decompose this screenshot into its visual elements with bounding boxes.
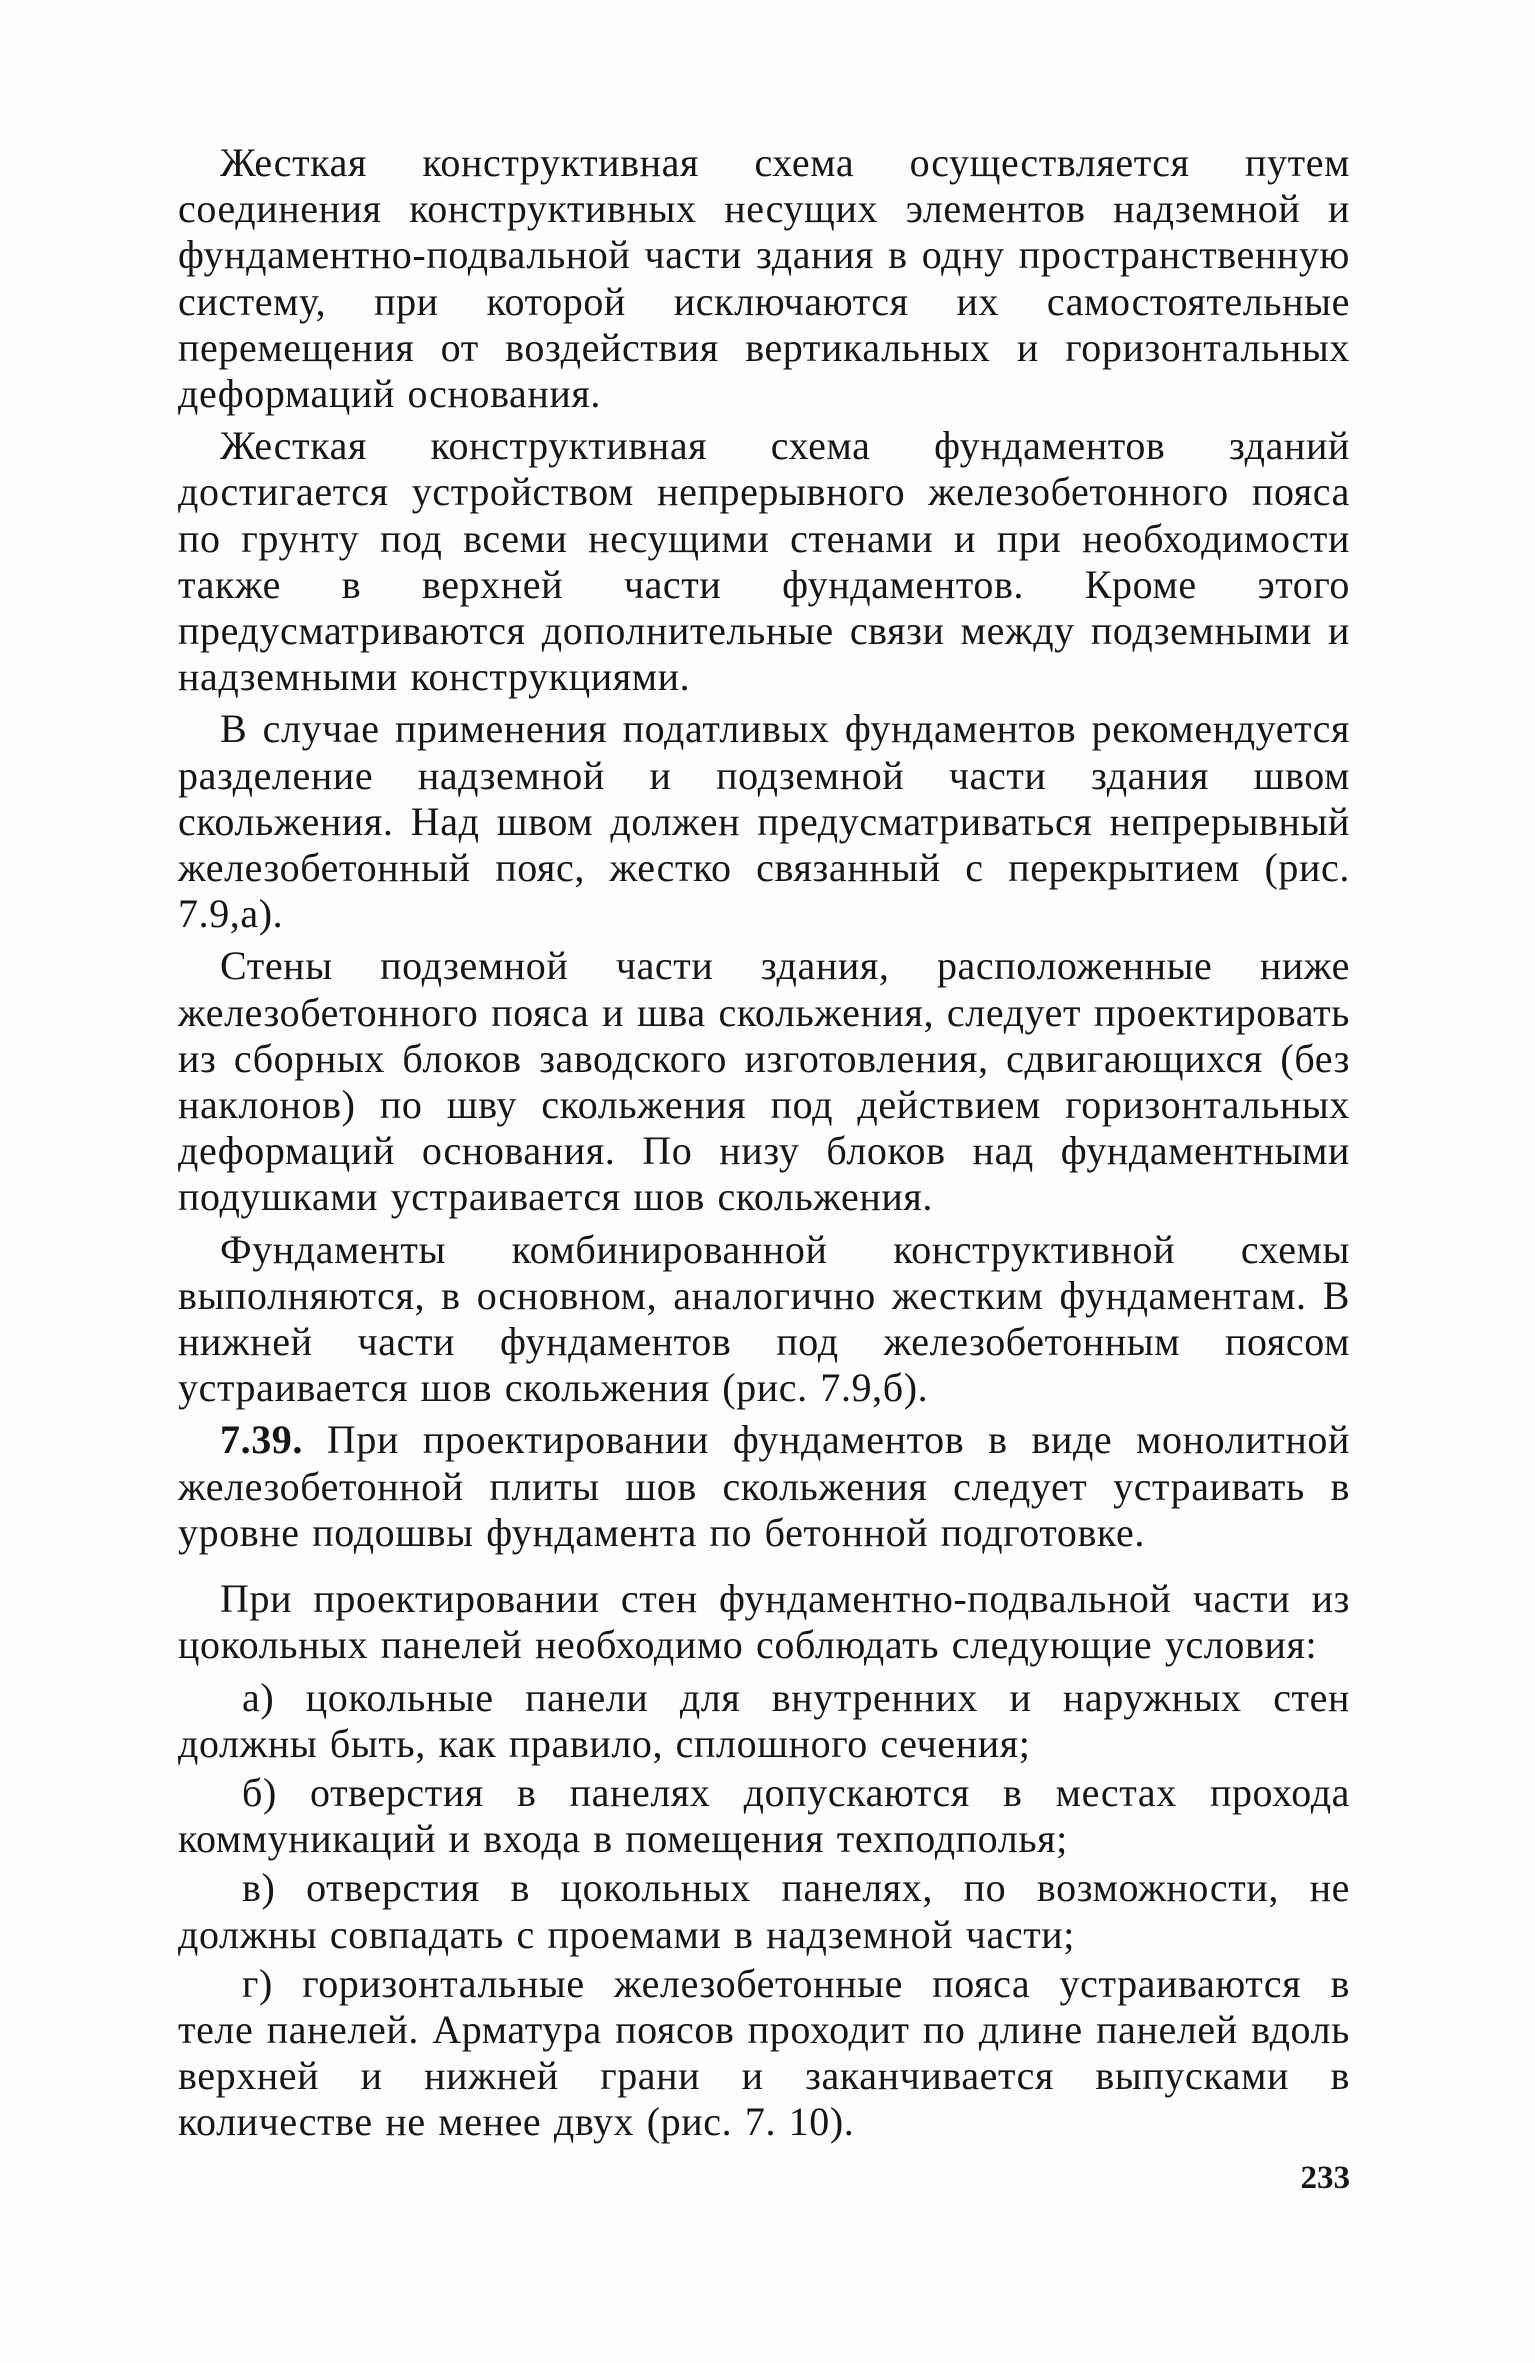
condition-item: а) цокольные панели для внутренних и наружных стен должны быть, как правило, сплошного сечения; [178, 1674, 1350, 1766]
paragraph-underground-walls: Стены подземной части здания, расположенные ниже железобетонного пояса и шва скольжения, следует проектировать из сборных блоков заводского изготовления, сдвигающихся (без наклонов) по шву скольжения под действием горизонтальных деформаций основания. По низу блоков над фундаментными подушками устраивается шов скольжения. [178, 943, 1350, 1220]
conditions-intro: При проектировании стен фундаментно-подвальной части из цокольных панелей необходимо соблюдать следующие условия: [178, 1576, 1350, 1668]
section-text: При проектировании фундаментов в виде монолитной железобетонной плиты шов скольжения следует устраивать в уровне подошвы фундамента по бетонной подготовке. [178, 1417, 1350, 1555]
section-number: 7.39. [220, 1417, 303, 1463]
paragraph-combined-scheme: Фундаменты комбинированной конструктивной схемы выполняются, в основном, аналогично жестким фундаментам. В нижней части фундаментов под железобетонным поясом устраивается шов скольжения (рис. 7.9,б). [178, 1226, 1350, 1411]
paragraph-flexible-foundation: В случае применения податливых фундаментов рекомендуется разделение надземной и подземной части здания швом скольжения. Над швом должен предусматриваться непрерывный железобетонный пояс, жестко связанный с перекрытием (рис. 7.9,а). [178, 706, 1350, 937]
body-text [178, 140, 1350, 2149]
section-7-39 [178, 1417, 1350, 1556]
page-number: 233 [1300, 2160, 1350, 2196]
condition-item: б) отверстия в панелях допускаются в местах прохода коммуникаций и входа в помещения техподполья; [178, 1769, 1350, 1862]
paragraph-rigid-scheme: Жесткая конструктивная схема осуществляется путем соединения конструктивных несущих элементов надземной и фундаментно-подвальной части здания в одну пространственную систему, при которой исключаются их самостоятельные перемещения от воздействия вертикальных и горизонтальных деформаций основания. [178, 140, 1350, 417]
condition-item: г) горизонтальные железобетонные пояса устраиваются в теле панелей. Арматура поясов проходит по длине панелей вдоль верхней и нижней грани и заканчивается выпусками в количестве не менее двух (рис. 7. 10). [178, 1960, 1350, 2145]
condition-item: в) отверстия в цокольных панелях, по возможности, не должны совпадать с проемами в надземной части; [178, 1865, 1350, 1957]
paragraph-rigid-foundation: Жесткая конструктивная схема фундаментов зданий достигается устройством непрерывного железобетонного пояса по грунту под всеми несущими стенами и при необходимости также в верхней части фундаментов. Кроме этого предусматриваются дополнительные связи между подземными и надземными конструкциями. [178, 423, 1350, 700]
